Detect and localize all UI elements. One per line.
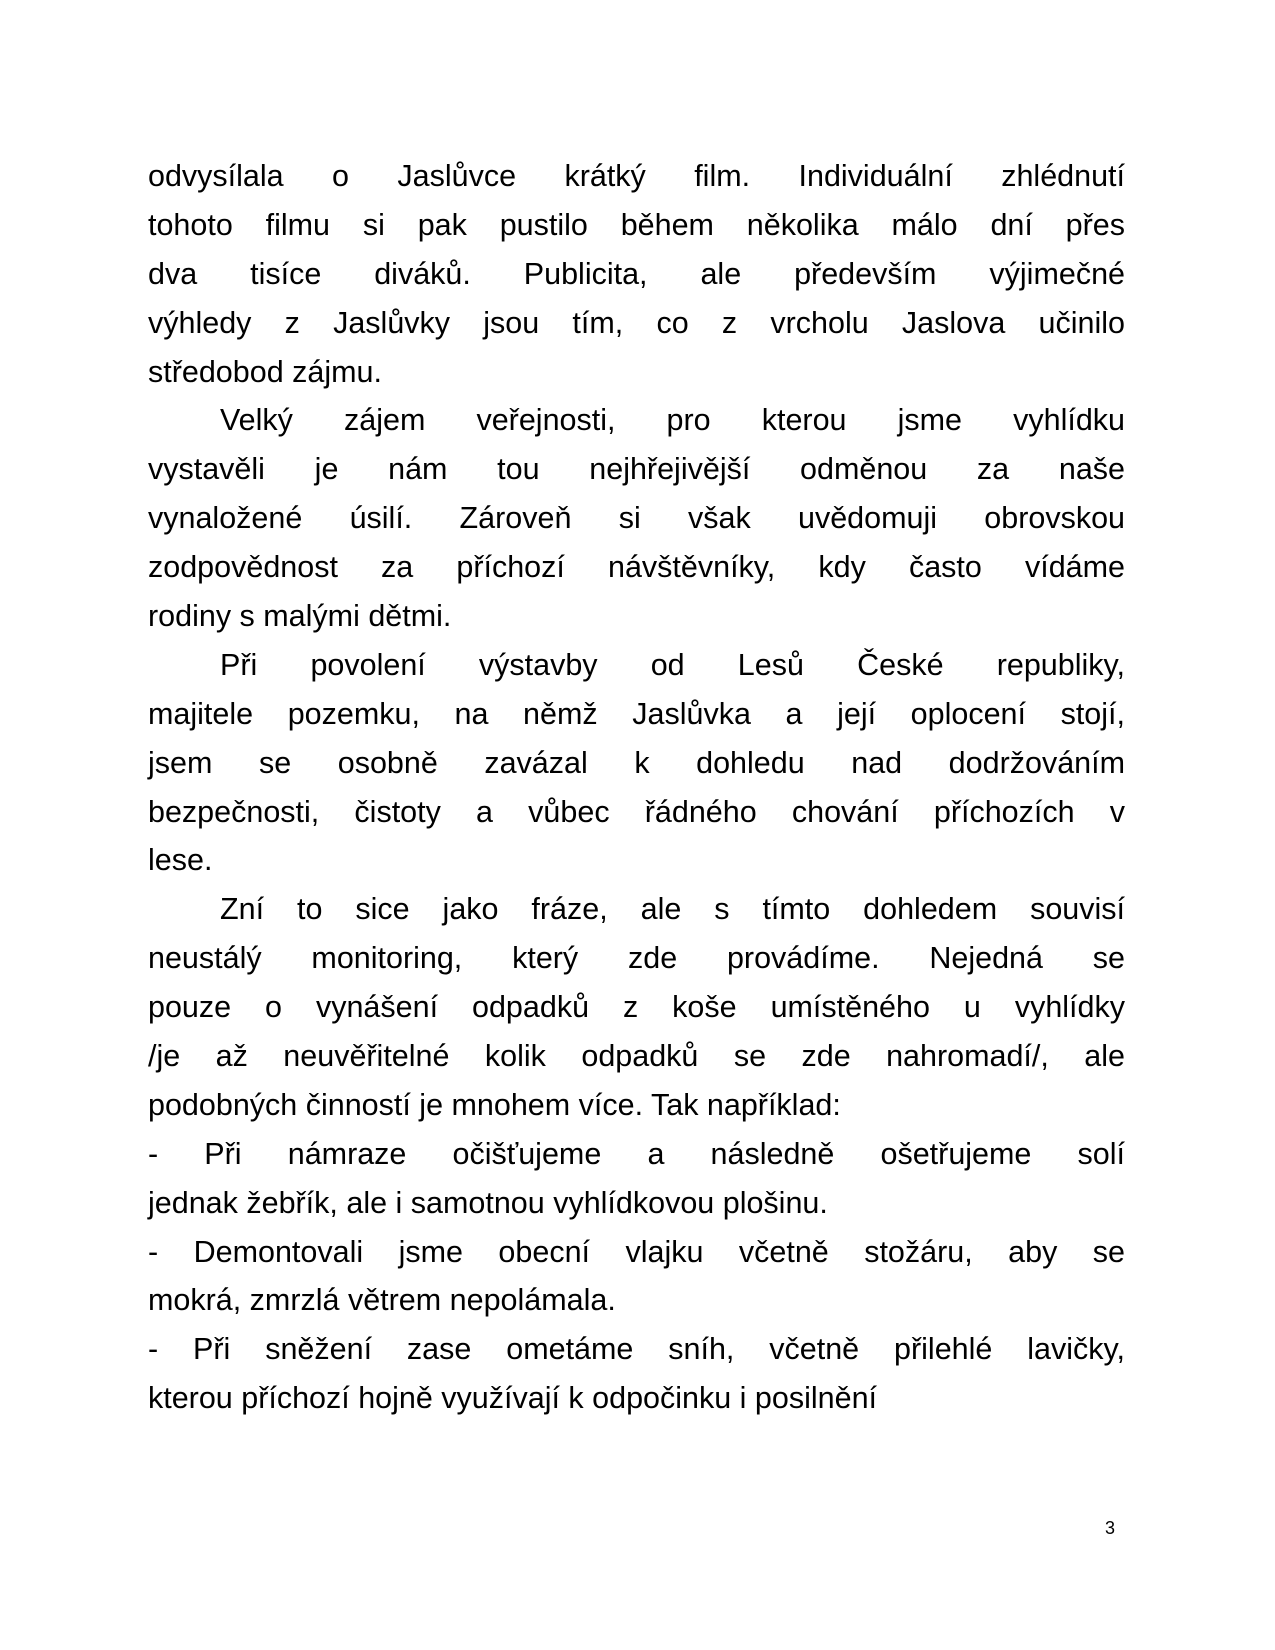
text-line: odvysílala o Jaslůvce krátký film. Individuální zhlédnutí [148, 159, 1125, 193]
text-line: vynaložené úsilí. Zároveň si však uvědomuji obrovskou [148, 501, 1125, 536]
text-line: dva tisíce diváků. Publicita, ale především výjimečné [148, 256, 1125, 291]
text-line: - Při námraze očišťujeme a následně ošetřujeme solí [148, 1136, 1125, 1171]
paragraph-first-line: Při povolení výstavby od Lesů České republiky, [220, 647, 1125, 682]
text-line: jednak žebřík, ale i samotnou vyhlídkovou plošinu. [148, 1185, 828, 1220]
text-line: středobod zájmu. [148, 354, 382, 389]
text-line: podobných činností je mnohem více. Tak například: [148, 1087, 841, 1122]
text-line: lese. [148, 843, 213, 878]
text-line: - Demontovali jsme obecní vlajku včetně stožáru, aby se [148, 1234, 1125, 1269]
text-line: /je až neuvěřitelné kolik odpadků se zde nahromadí/, ale [148, 1039, 1125, 1074]
page-number: 3 [1105, 1518, 1116, 1538]
text-line: bezpečnosti, čistoty a vůbec řádného chování příchozích v [148, 794, 1125, 829]
text-line: kterou příchozí hojně využívají k odpočinku i posilnění [148, 1381, 878, 1416]
text-line: výhledy z Jaslůvky jsou tím, co z vrcholu Jaslova učinilo [148, 305, 1125, 340]
text-line: zodpovědnost za příchozí návštěvníky, kdy často vídáme [148, 550, 1125, 585]
text-line: vystavěli je nám tou nejhřejivější odměnou za naše [148, 452, 1125, 487]
text-line: mokrá, zmrzlá větrem nepolámala. [148, 1283, 616, 1318]
text-line: majitele pozemku, na němž Jaslůvka a její oplocení stojí, [148, 696, 1125, 731]
text-line: neustálý monitoring, který zde provádíme. Nejedná se [148, 941, 1125, 976]
text-line: tohoto filmu si pak pustilo během několika málo dní přes [148, 207, 1125, 242]
text-line: pouze o vynášení odpadků z koše umístěného u vyhlídky [148, 990, 1125, 1025]
text-line: rodiny s malými dětmi. [148, 599, 452, 634]
text-line: - Při sněžení zase ometáme sníh, včetně přilehlé lavičky, [148, 1332, 1125, 1367]
paragraph-first-line: Velký zájem veřejnosti, pro kterou jsme vyhlídku [220, 403, 1125, 438]
text-line: jsem se osobně zavázal k dohledu nad dodržováním [148, 745, 1125, 780]
paragraph-first-line: Zní to sice jako fráze, ale s tímto dohledem souvisí [220, 892, 1125, 927]
body-text [148, 152, 1125, 1423]
